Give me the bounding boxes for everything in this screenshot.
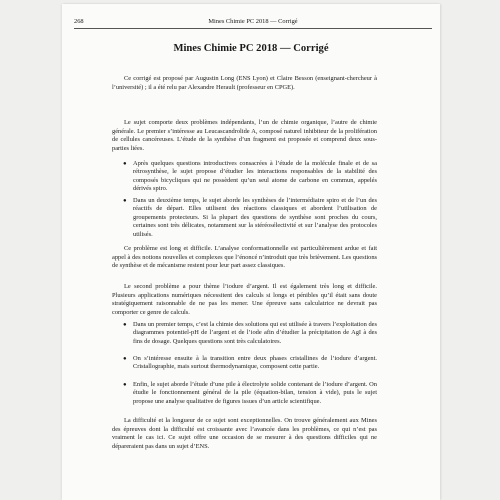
bullet-icon: ● <box>123 382 127 388</box>
paragraph-problem-2: Le second problème a pour thème l’iodure d’argent. Il est également très long et difficile. Plusieurs applications numériques nécessitent des calculs si longs et pénibles qu’il était sans doute stratégiquement raisonnable de ne pas les mener. Une épreuve sans calculatrice ne devrait pas comporter ce genre de calculs. <box>112 283 377 316</box>
bullet-icon: ● <box>123 198 127 204</box>
intro-paragraph: Ce corrigé est proposé par Augustin Long (ENS Lyon) et Claire Besson (enseignant-chercheur à l’université) ; il a été relu par Alexandre Herault (professeur en CPGE). <box>112 75 377 91</box>
bullet-icon: ● <box>123 161 127 167</box>
list-item-text: Dans un premier temps, c’est la chimie des solutions qui est utilisée à travers l’exploitation des diagrammes potentiel-pH de l’argent et de l’iode afin d’étudier la précipitation de AgI à des fins de dosage. Quelques questions sont très calculatoires. <box>133 321 377 345</box>
list-item <box>123 355 377 372</box>
page-number: 268 <box>74 18 84 25</box>
list-item <box>123 160 377 194</box>
bullet-icon: ● <box>123 322 127 328</box>
list-item <box>123 197 377 239</box>
running-title: Mines Chimie PC 2018 — Corrigé <box>208 18 298 25</box>
page-title: Mines Chimie PC 2018 — Corrigé <box>173 43 329 54</box>
running-header <box>74 16 432 29</box>
list-item-text: On s’intéresse ensuite à la transition entre deux phases cristallines de l’iodure d’argent. Cristallographie, mais surtout thermodynamique, composent cette partie. <box>133 355 377 371</box>
paragraph-problem-1: Le sujet comporte deux problèmes indépendants, l’un de chimie organique, l’autre de chimie générale. Le premier s’intéresse au Leucascandrolide A, composé naturel inhibiteur de la prolifération de cellules cancéreuses. L’étude de la synthèse d’un fragment est proposée et comprend deux sous-parties liées. <box>112 119 377 152</box>
paragraph-conclusion: La difficulté et la longueur de ce sujet sont exceptionnelles. On trouve généralement aux Mines des épreuves dont la difficulté est croissante avec l’avancée dans les problèmes, ce qui n’est pas vraiment le cas ici. Ce sujet offre une occasion de se mesurer à des questions difficiles qui ne dépareraient pas dans un sujet d’ENS. <box>112 417 377 450</box>
bullet-icon: ● <box>123 356 127 362</box>
list-item-text: Après quelques questions introductives consacrées à l’étude de la molécule finale et de sa rétrosynthèse, le sujet propose d’étudier les interactions responsables de la stabilité des composés bicycliques qui ne possèdent qu’un seul atome de carbone en commun, appelés dérivés spiro. <box>133 160 377 193</box>
list-item-text: Dans un deuxième temps, le sujet aborde les synthèses de l’intermédiaire spiro et de l’un des réactifs de départ. Elles utilisent des réactions classiques et abordent l’utilisation de groupements protecteurs. Si la plupart des questions de synthèse sont proches du cours, certaines sont très délicates, notamment sur la stéréosélectivité et sur l’analyse des protocoles utilisés. <box>133 197 377 238</box>
paragraph-difficulty-1: Ce problème est long et difficile. L’analyse conformationnelle est particulièrement ardue et fait appel à des notions nouvelles et complexes que l’énoncé n’introduit que très brièvement. Les questions de synthèse et de mécanisme restent pour leur part assez classiques. <box>112 245 377 269</box>
list-item-text: Enfin, le sujet aborde l’étude d’une pile à électrolyte solide contenant de l’iodure d’argent. On étudie le fonctionnement général de la pile (équation-bilan, tension à vide), puis le sujet propose une analyse qualitative de figures issues d’un article scientifique. <box>133 381 377 405</box>
list-item <box>123 321 377 346</box>
document-page <box>62 4 440 500</box>
list-item <box>123 381 377 406</box>
